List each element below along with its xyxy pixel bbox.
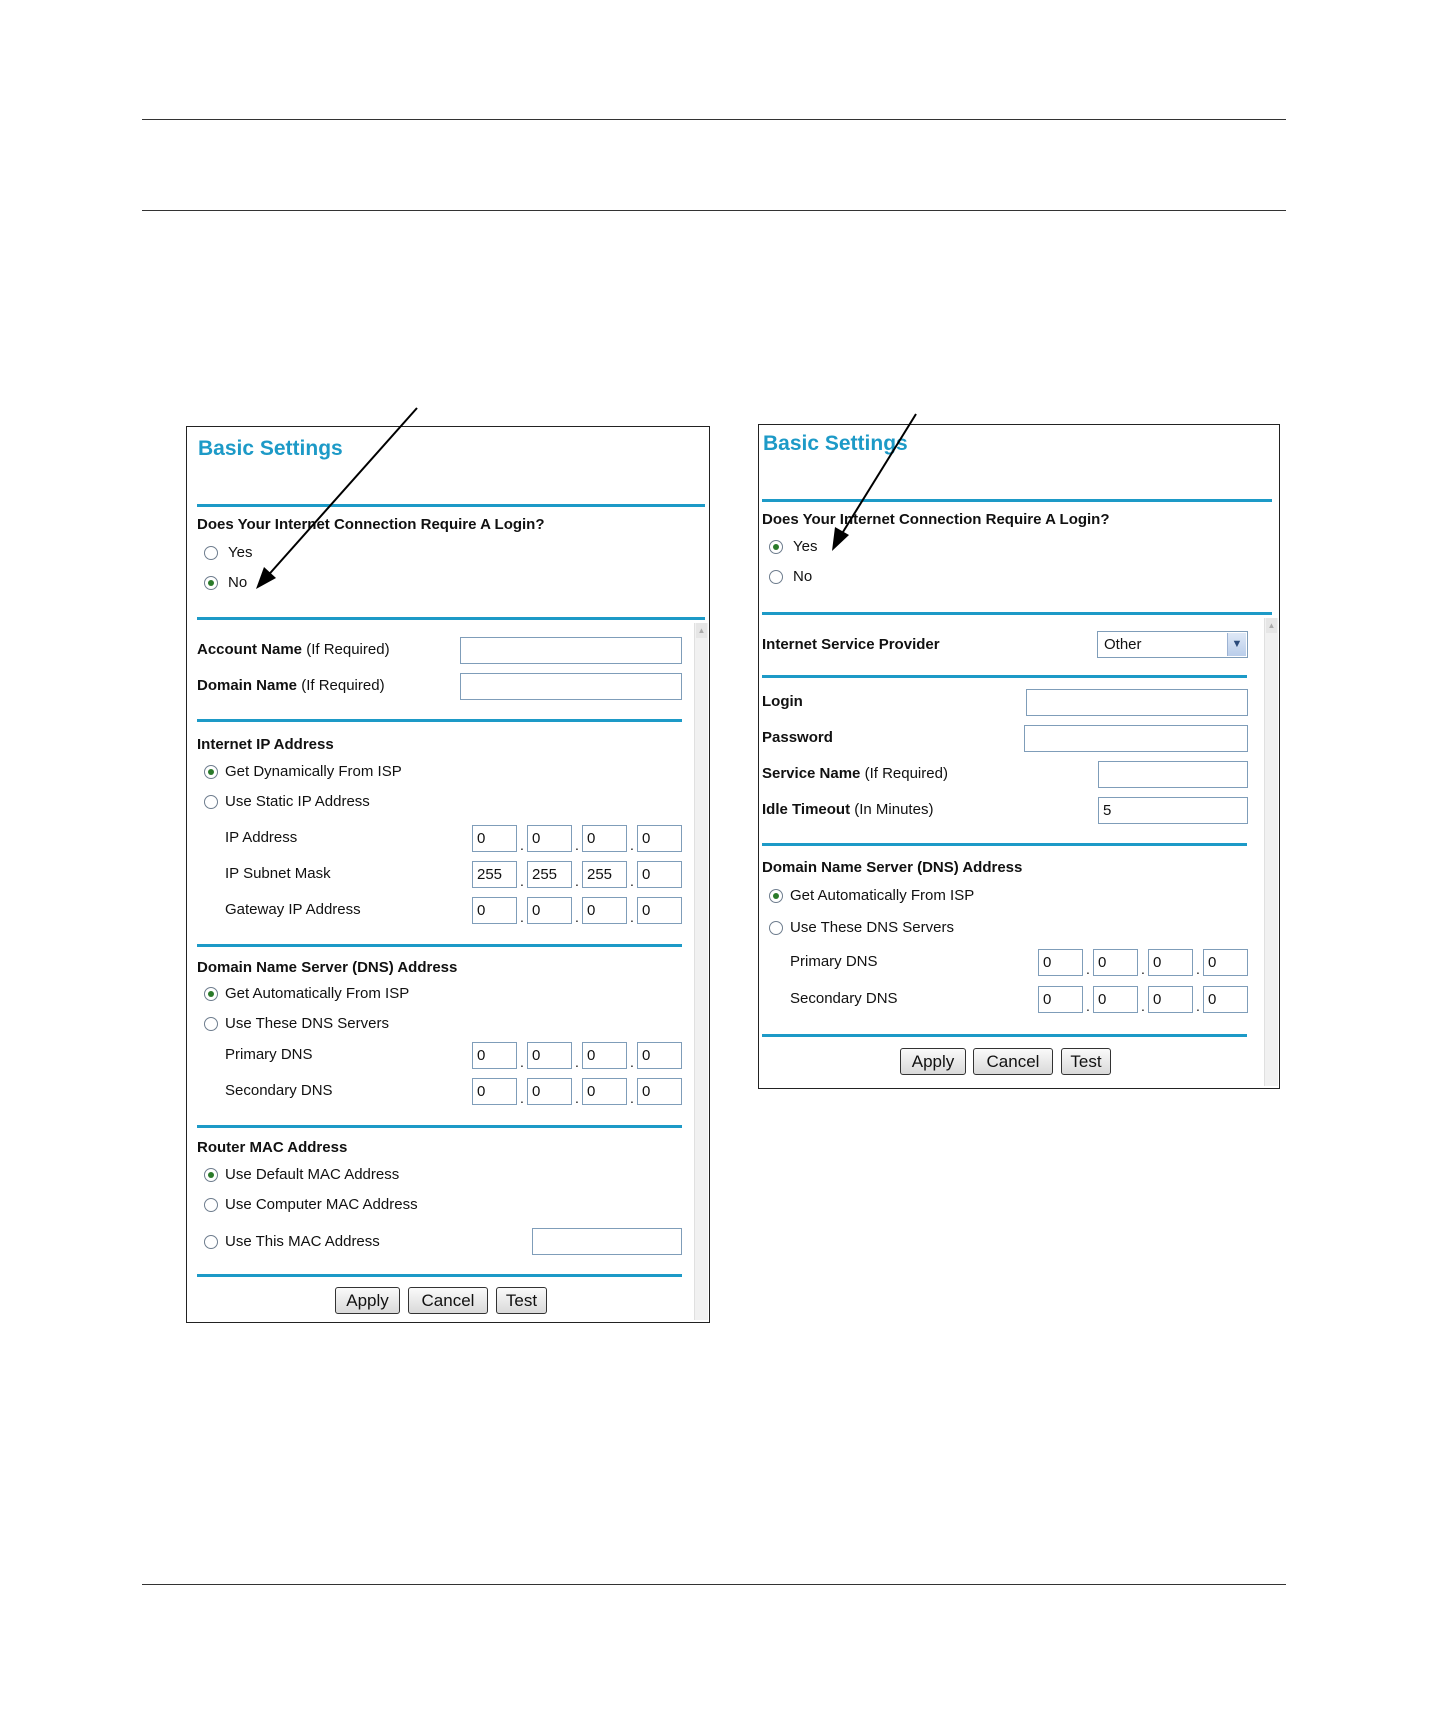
login-no-label: No	[228, 574, 248, 591]
subnet-octet-2[interactable]: 255	[527, 861, 572, 888]
login-yes-label: Yes	[228, 544, 253, 561]
arrow-icon	[256, 408, 417, 589]
isp-label: Internet Service Provider	[762, 636, 940, 653]
mac-this-label: Use This MAC Address	[225, 1233, 380, 1250]
ip-dot: .	[520, 909, 524, 925]
ip-dot: .	[520, 837, 524, 853]
primary-dns-octet-1[interactable]: 0	[472, 1042, 517, 1069]
dns-auto-label: Get Automatically From ISP	[225, 985, 410, 1002]
idle-timeout-label: Idle Timeout (In Minutes)	[762, 801, 934, 818]
secondary-dns-octet-2[interactable]: 0	[1093, 986, 1138, 1013]
ip-dot: .	[1086, 961, 1090, 977]
mac-heading: Router MAC Address	[197, 1139, 348, 1156]
secondary-dns-octet-4[interactable]: 0	[637, 1078, 682, 1105]
secondary-dns-octet-3[interactable]: 0	[1148, 986, 1193, 1013]
ip-dot: .	[520, 873, 524, 889]
secondary-dns-label: Secondary DNS	[225, 1082, 333, 1099]
account-name-label: Account Name (If Required)	[197, 641, 390, 658]
secondary-dns-octet-1[interactable]: 0	[472, 1078, 517, 1105]
ip-dot: .	[630, 909, 634, 925]
ip-dot: .	[630, 837, 634, 853]
ip-address-octet-3[interactable]: 0	[582, 825, 627, 852]
subnet-octet-3[interactable]: 255	[582, 861, 627, 888]
scroll-up-icon[interactable]: ▲	[1266, 618, 1277, 633]
secondary-dns-octet-3[interactable]: 0	[582, 1078, 627, 1105]
ip-address-label: IP Address	[225, 829, 298, 846]
ip-dot: .	[575, 1054, 579, 1070]
primary-dns-octet-3[interactable]: 0	[582, 1042, 627, 1069]
page-title: Basic Settings	[198, 437, 343, 460]
service-name-label: Service Name (If Required)	[762, 765, 948, 782]
scroll-up-icon[interactable]: ▲	[696, 623, 707, 638]
ip-dot: .	[520, 1054, 524, 1070]
primary-dns-octet-2[interactable]: 0	[527, 1042, 572, 1069]
ip-dot: .	[575, 837, 579, 853]
gateway-octet-2[interactable]: 0	[527, 897, 572, 924]
mac-default-label: Use Default MAC Address	[225, 1166, 400, 1183]
ip-dot: .	[630, 873, 634, 889]
ip-address-octet-1[interactable]: 0	[472, 825, 517, 852]
ip-address-octet-2[interactable]: 0	[527, 825, 572, 852]
ip-dot: .	[575, 909, 579, 925]
ip-dot: .	[630, 1090, 634, 1106]
ip-dot: .	[520, 1090, 524, 1106]
ip-address-octet-4[interactable]: 0	[637, 825, 682, 852]
cancel-button[interactable]: Cancel	[408, 1287, 488, 1314]
dns-auto-label: Get Automatically From ISP	[790, 887, 975, 904]
ip-dot: .	[1141, 961, 1145, 977]
login-yes-label: Yes	[793, 538, 818, 555]
ip-dot: .	[1196, 998, 1200, 1014]
subnet-mask-label: IP Subnet Mask	[225, 865, 331, 882]
primary-dns-octet-2[interactable]: 0	[1093, 949, 1138, 976]
dns-heading: Domain Name Server (DNS) Address	[197, 959, 458, 976]
secondary-dns-label: Secondary DNS	[790, 990, 898, 1007]
ip-dot: .	[1196, 961, 1200, 977]
dns-manual-label: Use These DNS Servers	[225, 1015, 389, 1032]
gateway-label: Gateway IP Address	[225, 901, 361, 918]
arrow-icon	[832, 414, 916, 551]
secondary-dns-octet-2[interactable]: 0	[527, 1078, 572, 1105]
login-question: Does Your Internet Connection Require A Login?	[762, 511, 1110, 528]
gateway-octet-1[interactable]: 0	[472, 897, 517, 924]
apply-button[interactable]: Apply	[335, 1287, 400, 1314]
test-button[interactable]: Test	[1061, 1048, 1111, 1075]
subnet-octet-4[interactable]: 0	[637, 861, 682, 888]
gateway-octet-4[interactable]: 0	[637, 897, 682, 924]
isp-select-value: Other	[1104, 636, 1142, 653]
ip-dot: .	[575, 1090, 579, 1106]
primary-dns-octet-4[interactable]: 0	[1203, 949, 1248, 976]
primary-dns-label: Primary DNS	[790, 953, 878, 970]
ip-dot: .	[575, 873, 579, 889]
ip-dot: .	[630, 1054, 634, 1070]
login-label: Login	[762, 693, 803, 710]
dns-heading: Domain Name Server (DNS) Address	[762, 859, 1023, 876]
apply-button[interactable]: Apply	[900, 1048, 966, 1075]
ip-dot: .	[1141, 998, 1145, 1014]
chevron-down-icon[interactable]: ▼	[1227, 633, 1246, 656]
ip-dynamic-label: Get Dynamically From ISP	[225, 763, 402, 780]
primary-dns-label: Primary DNS	[225, 1046, 313, 1063]
login-question: Does Your Internet Connection Require A Login?	[197, 516, 545, 533]
ip-dot: .	[1086, 998, 1090, 1014]
password-label: Password	[762, 729, 833, 746]
test-button[interactable]: Test	[496, 1287, 547, 1314]
secondary-dns-octet-4[interactable]: 0	[1203, 986, 1248, 1013]
secondary-dns-octet-1[interactable]: 0	[1038, 986, 1083, 1013]
mac-computer-label: Use Computer MAC Address	[225, 1196, 418, 1213]
page-title: Basic Settings	[763, 432, 908, 455]
internet-ip-heading: Internet IP Address	[197, 736, 334, 753]
login-no-label: No	[793, 568, 813, 585]
primary-dns-octet-1[interactable]: 0	[1038, 949, 1083, 976]
primary-dns-octet-3[interactable]: 0	[1148, 949, 1193, 976]
primary-dns-octet-4[interactable]: 0	[637, 1042, 682, 1069]
gateway-octet-3[interactable]: 0	[582, 897, 627, 924]
ip-static-label: Use Static IP Address	[225, 793, 370, 810]
domain-name-label: Domain Name (If Required)	[197, 677, 385, 694]
subnet-octet-1[interactable]: 255	[472, 861, 517, 888]
dns-manual-label: Use These DNS Servers	[790, 919, 954, 936]
idle-timeout-input[interactable]: 5	[1098, 797, 1248, 824]
cancel-button[interactable]: Cancel	[973, 1048, 1053, 1075]
